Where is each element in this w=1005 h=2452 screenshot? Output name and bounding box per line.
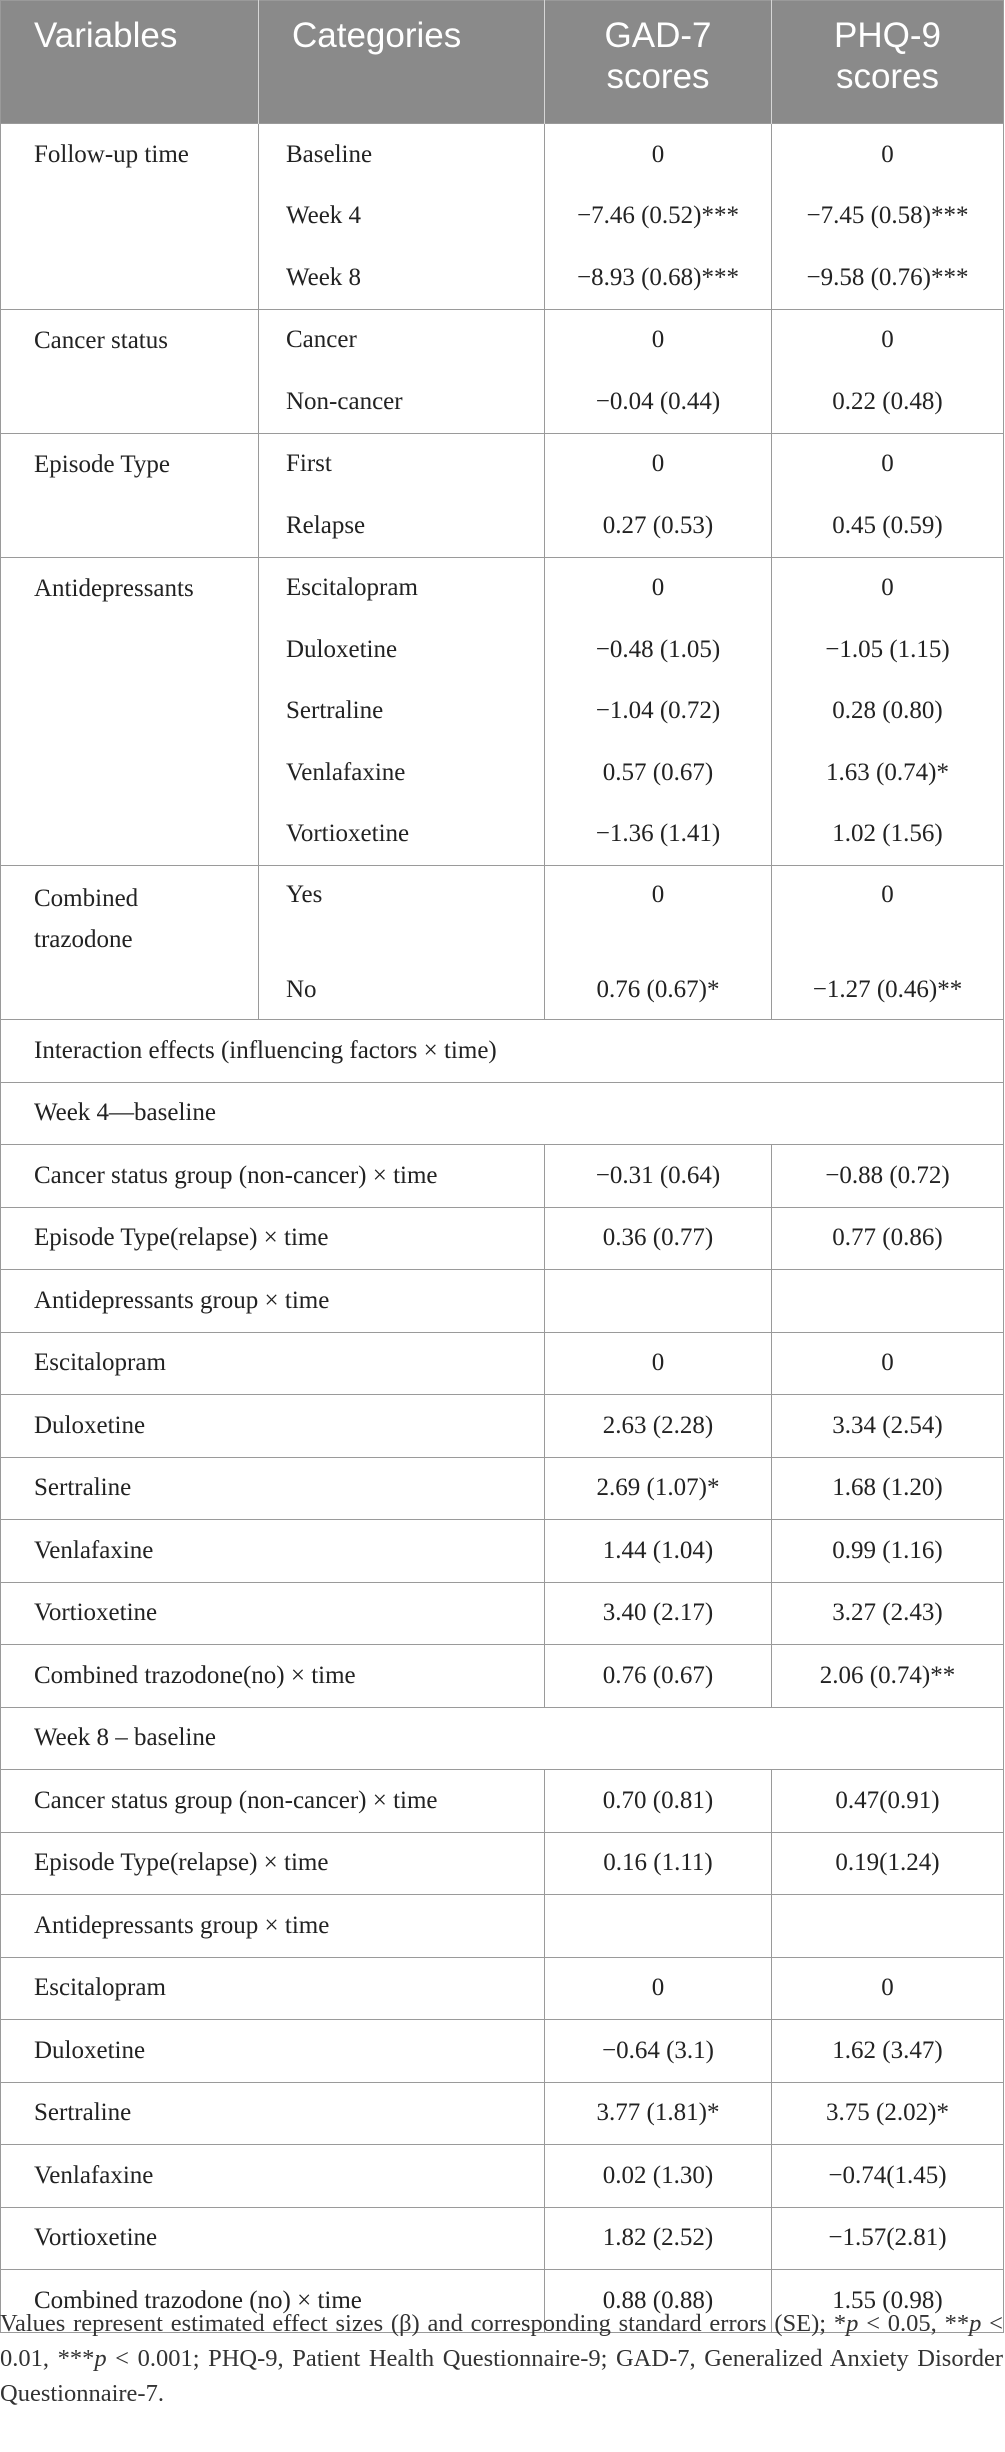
category-cell: Venlafaxine bbox=[259, 742, 545, 804]
phq9-value: 0.77 (0.86) bbox=[772, 1207, 1004, 1270]
table-row bbox=[1, 1645, 1004, 1708]
row-label: Duloxetine bbox=[1, 2020, 545, 2083]
section-row bbox=[1, 1082, 1004, 1145]
row-label: Cancer status group (non-cancer) × time bbox=[1, 1770, 545, 1833]
gad7-value: 0 bbox=[545, 1332, 772, 1395]
category-cell: Sertraline bbox=[259, 681, 545, 743]
gad7-value: −1.36 (1.41) bbox=[545, 804, 772, 866]
phq9-value: −0.88 (0.72) bbox=[772, 1145, 1004, 1208]
table-row bbox=[1, 309, 1004, 371]
row-label: Vortioxetine bbox=[1, 2207, 545, 2270]
gad7-value: 0 bbox=[545, 124, 772, 186]
phq9-value: 0 bbox=[772, 557, 1004, 619]
category-cell: No bbox=[259, 961, 545, 1020]
header-gad7-line2: scores bbox=[606, 57, 710, 96]
gad7-value: 0.36 (0.77) bbox=[545, 1207, 772, 1270]
gad7-value: 2.69 (1.07)* bbox=[545, 1457, 772, 1520]
variable-cell: Follow-up time bbox=[1, 124, 259, 310]
phq9-value: −7.45 (0.58)*** bbox=[806, 202, 969, 230]
category-cell: Relapse bbox=[259, 495, 545, 557]
variable-line1: Combined bbox=[34, 885, 139, 912]
variable-cell: Cancer status bbox=[1, 309, 259, 433]
table-header bbox=[1, 1, 1004, 124]
table-row bbox=[1, 1582, 1004, 1645]
phq9-value: 0.19(1.24) bbox=[772, 1832, 1004, 1895]
gad7-value: −0.48 (1.05) bbox=[545, 619, 772, 681]
footnote-text-3: < 0.01, *** bbox=[0, 2310, 1003, 2372]
table-row bbox=[1, 1520, 1004, 1583]
gad7-value: 0.76 (0.67) bbox=[545, 1645, 772, 1708]
row-label: Duloxetine bbox=[1, 1395, 545, 1458]
row-label: Episode Type(relapse) × time bbox=[1, 1832, 545, 1895]
gad7-value bbox=[545, 1270, 772, 1333]
row-label: Combined trazodone (no) × time bbox=[1, 2270, 545, 2333]
table-row bbox=[1, 124, 1004, 186]
category-cell: Non-cancer bbox=[259, 371, 545, 433]
table-row bbox=[1, 1270, 1004, 1333]
row-label: Venlafaxine bbox=[1, 1520, 545, 1583]
row-label: Antidepressants group × time bbox=[1, 1895, 545, 1958]
section-row bbox=[1, 1707, 1004, 1770]
table-body bbox=[1, 124, 1004, 2333]
table-row bbox=[1, 866, 1004, 962]
phq9-value: 2.06 (0.74)** bbox=[772, 1645, 1004, 1708]
gad7-value: 0 bbox=[545, 433, 772, 495]
header-phq9-line1: PHQ-9 bbox=[834, 16, 941, 55]
interaction-title: Interaction effects (influencing factors × time) bbox=[1, 1020, 1004, 1083]
phq9-value: 0.99 (1.16) bbox=[772, 1520, 1004, 1583]
gad7-value: 0 bbox=[545, 309, 772, 371]
footnote-p-1: p bbox=[846, 2310, 859, 2337]
table-row bbox=[1, 2207, 1004, 2270]
row-label: Escitalopram bbox=[1, 1332, 545, 1395]
phq9-value: 0.45 (0.59) bbox=[832, 511, 943, 539]
gad7-value: 3.40 (2.17) bbox=[545, 1582, 772, 1645]
table-row bbox=[1, 557, 1004, 619]
phq9-value: 3.27 (2.43) bbox=[772, 1582, 1004, 1645]
row-label: Cancer status group (non-cancer) × time bbox=[1, 1145, 545, 1208]
gad7-value: −0.04 (0.44) bbox=[545, 371, 772, 433]
table-row bbox=[1, 1207, 1004, 1270]
header-phq9-line2: scores bbox=[835, 57, 940, 96]
gad7-value: 1.44 (1.04) bbox=[545, 1520, 772, 1583]
footnote-p-3: p bbox=[94, 2345, 107, 2372]
gad7-value: 0.70 (0.81) bbox=[545, 1770, 772, 1833]
table-footnote bbox=[0, 2306, 1003, 2411]
gad7-value bbox=[545, 1895, 772, 1958]
header-categories: Categories bbox=[259, 1, 545, 124]
gad7-value: −1.04 (0.72) bbox=[545, 681, 772, 743]
phq9-value: 0 bbox=[772, 1332, 1004, 1395]
gad7-value: −0.64 (3.1) bbox=[545, 2020, 772, 2083]
gad7-value: 0.57 (0.67) bbox=[545, 742, 772, 804]
category-cell: Duloxetine bbox=[259, 619, 545, 681]
header-gad7 bbox=[545, 1, 772, 124]
footnote-text-1: Values represent estimated effect sizes (β) and corresponding standard errors (SE); * bbox=[0, 2310, 847, 2337]
footnote-p-2: p bbox=[969, 2310, 982, 2337]
gad7-value: 0.88 (0.88) bbox=[545, 2270, 772, 2333]
row-label: Venlafaxine bbox=[1, 2145, 545, 2208]
table-row bbox=[1, 1832, 1004, 1895]
phq9-value: 1.68 (1.20) bbox=[772, 1457, 1004, 1520]
gad7-value: 0.16 (1.11) bbox=[545, 1832, 772, 1895]
gad7-value: 0.76 (0.67)* bbox=[545, 961, 772, 1020]
phq9-value: −1.57(2.81) bbox=[772, 2207, 1004, 2270]
table-row bbox=[1, 1395, 1004, 1458]
table-row bbox=[1, 1895, 1004, 1958]
footnote-text-4: < 0.001; PHQ-9, Patient Health Questionnaire-9; GAD-7, Generalized Anxiety Disorder Questionnaire-7. bbox=[0, 2345, 1004, 2407]
header-gad7-line1: GAD-7 bbox=[604, 16, 712, 55]
gad7-value: −8.93 (0.68)*** bbox=[545, 247, 772, 309]
phq9-value: 0.28 (0.80) bbox=[832, 697, 943, 725]
phq9-value: −1.05 (1.15) bbox=[825, 635, 950, 663]
phq9-value bbox=[772, 1270, 1004, 1333]
row-label: Episode Type(relapse) × time bbox=[1, 1207, 545, 1270]
table-row bbox=[1, 1957, 1004, 2020]
category-cell: Cancer bbox=[259, 309, 545, 371]
table-row bbox=[1, 2020, 1004, 2083]
table-row bbox=[1, 1770, 1004, 1833]
phq9-value: −1.27 (0.46)** bbox=[812, 976, 963, 1003]
phq9-value: 0 bbox=[772, 866, 1004, 962]
table-row bbox=[1, 1332, 1004, 1395]
gad7-value: −0.31 (0.64) bbox=[545, 1145, 772, 1208]
week8-title: Week 8 – baseline bbox=[1, 1707, 1004, 1770]
phq9-value: 1.63 (0.74)* bbox=[826, 758, 949, 786]
variable-line2: trazodone bbox=[34, 926, 133, 953]
header-row bbox=[1, 1, 1004, 124]
phq9-value: 0 bbox=[772, 124, 1004, 186]
phq9-value: 0.22 (0.48) bbox=[832, 387, 943, 415]
category-cell: Week 8 bbox=[259, 247, 545, 309]
category-cell: Escitalopram bbox=[259, 557, 545, 619]
phq9-value: −0.74(1.45) bbox=[772, 2145, 1004, 2208]
gad7-value: 2.63 (2.28) bbox=[545, 1395, 772, 1458]
category-cell: Baseline bbox=[259, 124, 545, 186]
category-cell: First bbox=[259, 433, 545, 495]
phq9-value bbox=[772, 1895, 1004, 1958]
header-variables: Variables bbox=[1, 1, 259, 124]
phq9-value: 0.47(0.91) bbox=[772, 1770, 1004, 1833]
section-row bbox=[1, 1020, 1004, 1083]
footnote-text-2: < 0.05, ** bbox=[858, 2310, 970, 2337]
category-cell: Yes bbox=[259, 866, 545, 962]
week4-title: Week 4—baseline bbox=[1, 1082, 1004, 1145]
gad7-value: 3.77 (1.81)* bbox=[545, 2082, 772, 2145]
table-row bbox=[1, 2082, 1004, 2145]
variable-cell: Antidepressants bbox=[1, 557, 259, 866]
phq9-value: 0 bbox=[772, 433, 1004, 495]
table-row bbox=[1, 1457, 1004, 1520]
phq9-value: 3.34 (2.54) bbox=[772, 1395, 1004, 1458]
table-row bbox=[1, 433, 1004, 495]
phq9-value: 1.62 (3.47) bbox=[772, 2020, 1004, 2083]
gad7-value: 0 bbox=[545, 557, 772, 619]
gad7-value: 0.02 (1.30) bbox=[545, 2145, 772, 2208]
gad7-value: 1.82 (2.52) bbox=[545, 2207, 772, 2270]
phq9-value: 1.02 (1.56) bbox=[832, 820, 943, 848]
phq9-value: 0 bbox=[772, 309, 1004, 371]
phq9-value: −9.58 (0.76)*** bbox=[806, 263, 969, 291]
phq9-value: 3.75 (2.02)* bbox=[772, 2082, 1004, 2145]
gad7-value: 0 bbox=[545, 1957, 772, 2020]
row-label: Escitalopram bbox=[1, 1957, 545, 2020]
table-row bbox=[1, 2145, 1004, 2208]
gad7-value: 0.27 (0.53) bbox=[545, 495, 772, 557]
gad7-value: 0 bbox=[545, 866, 772, 962]
gad7-value: −7.46 (0.52)*** bbox=[545, 186, 772, 248]
row-label: Sertraline bbox=[1, 2082, 545, 2145]
row-label: Sertraline bbox=[1, 1457, 545, 1520]
category-cell: Vortioxetine bbox=[259, 804, 545, 866]
row-label: Combined trazodone(no) × time bbox=[1, 1645, 545, 1708]
category-cell: Week 4 bbox=[259, 186, 545, 248]
row-label: Antidepressants group × time bbox=[1, 1270, 545, 1333]
variable-cell: Episode Type bbox=[1, 433, 259, 557]
phq9-value: 1.55 (0.98) bbox=[772, 2270, 1004, 2333]
row-label: Vortioxetine bbox=[1, 1582, 545, 1645]
table-row bbox=[1, 1145, 1004, 1208]
header-phq9 bbox=[772, 1, 1004, 124]
variable-cell bbox=[1, 866, 259, 1020]
phq9-value: 0 bbox=[772, 1957, 1004, 2020]
